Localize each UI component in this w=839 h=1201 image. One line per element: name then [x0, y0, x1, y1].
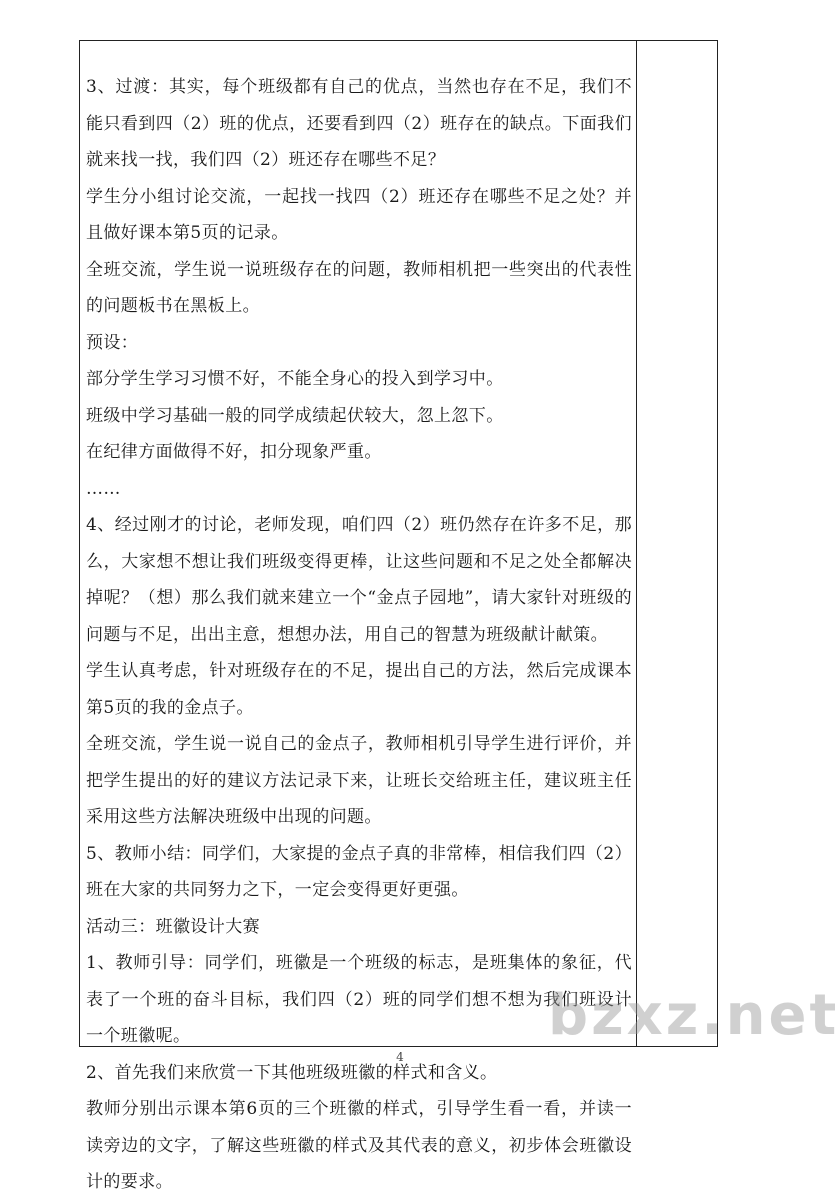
paragraph-preset-2: 班级中学习基础一般的同学成绩起伏较大，忽上忽下。 [86, 405, 504, 426]
paragraph-activity-3-title: 活动三：班徽设计大赛 [86, 916, 260, 937]
paragraph-ellipsis: …… [86, 478, 121, 499]
paragraph-preset-1: 部分学生学习习惯不好，不能全身心的投入到学习中。 [86, 369, 504, 389]
content-cell [80, 41, 637, 1192]
paragraph-student-ideas: 学生认真考虑，针对班级存在的不足，提出自己的方法，然后完成课本第5页的我的金点子。 [86, 661, 632, 718]
watermark: bzxz.net [548, 983, 839, 1048]
paragraph-badge-appreciate: 2、首先我们来欣赏一下其他班级班徽的样式和含义。 [86, 1062, 498, 1083]
page-number: 4 [396, 1050, 404, 1064]
paragraph-group-discussion: 学生分小组讨论交流，一起找一找四（2）班还存在哪些不足之处？并且做好课本第5页的记录。 [86, 186, 632, 243]
lesson-table [79, 40, 718, 1192]
paragraph-teacher-summary: 5、教师小结：同学们，大家提的金点子真的非常棒，相信我们四（2）班在大家的共同努力之下，一定会变得更好更强。 [86, 843, 632, 900]
paragraph-step-4: 4、经过刚才的讨论，老师发现，咱们四（2）班仍然存在许多不足，那么，大家想不想让我们班级变得更棒，让这些问题和不足之处全都解决掉呢？（想）那么我们就来建立一个“金点子园地”，请大家针对班级的问题与不足，出出主意，想想办法，用自己的智慧为班级献计献策。 [86, 515, 632, 645]
side-cell [637, 41, 717, 1046]
paragraph-badge-intro: 1、教师引导：同学们，班徽是一个班级的标志，是班集体的象征，代表了一个班的奋斗目标，我们四（2）班的同学们想不想为我们班设计一个班徽呢。 [86, 953, 632, 1046]
paragraph-class-exchange: 全班交流，学生说一说班级存在的问题，教师相机把一些突出的代表性的问题板书在黑板上。 [86, 259, 632, 316]
paragraph-transition: 3、过渡：其实，每个班级都有自己的优点，当然也存在不足，我们不能只看到四（2）班的优点，还要看到四（2）班存在的缺点。下面我们就来找一找，我们四（2）班还存在哪些不足？ [86, 77, 632, 170]
paragraph-preset-label: 预设： [86, 332, 139, 353]
paragraph-golden-ideas-exchange: 全班交流，学生说一说自己的金点子，教师相机引导学生进行评价，并把学生提出的好的建议方法记录下来，让班长交给班主任，建议班主任采用这些方法解决班级中出现的问题。 [86, 734, 632, 827]
paragraph-badge-examples: 教师分别出示课本第6页的三个班徽的样式，引导学生看一看，并读一读旁边的文字，了解这些班徽的样式及其代表的意义，初步体会班徽设计的要求。 [86, 1099, 632, 1192]
paragraph-preset-3: 在纪律方面做得不好，扣分现象严重。 [86, 442, 382, 462]
